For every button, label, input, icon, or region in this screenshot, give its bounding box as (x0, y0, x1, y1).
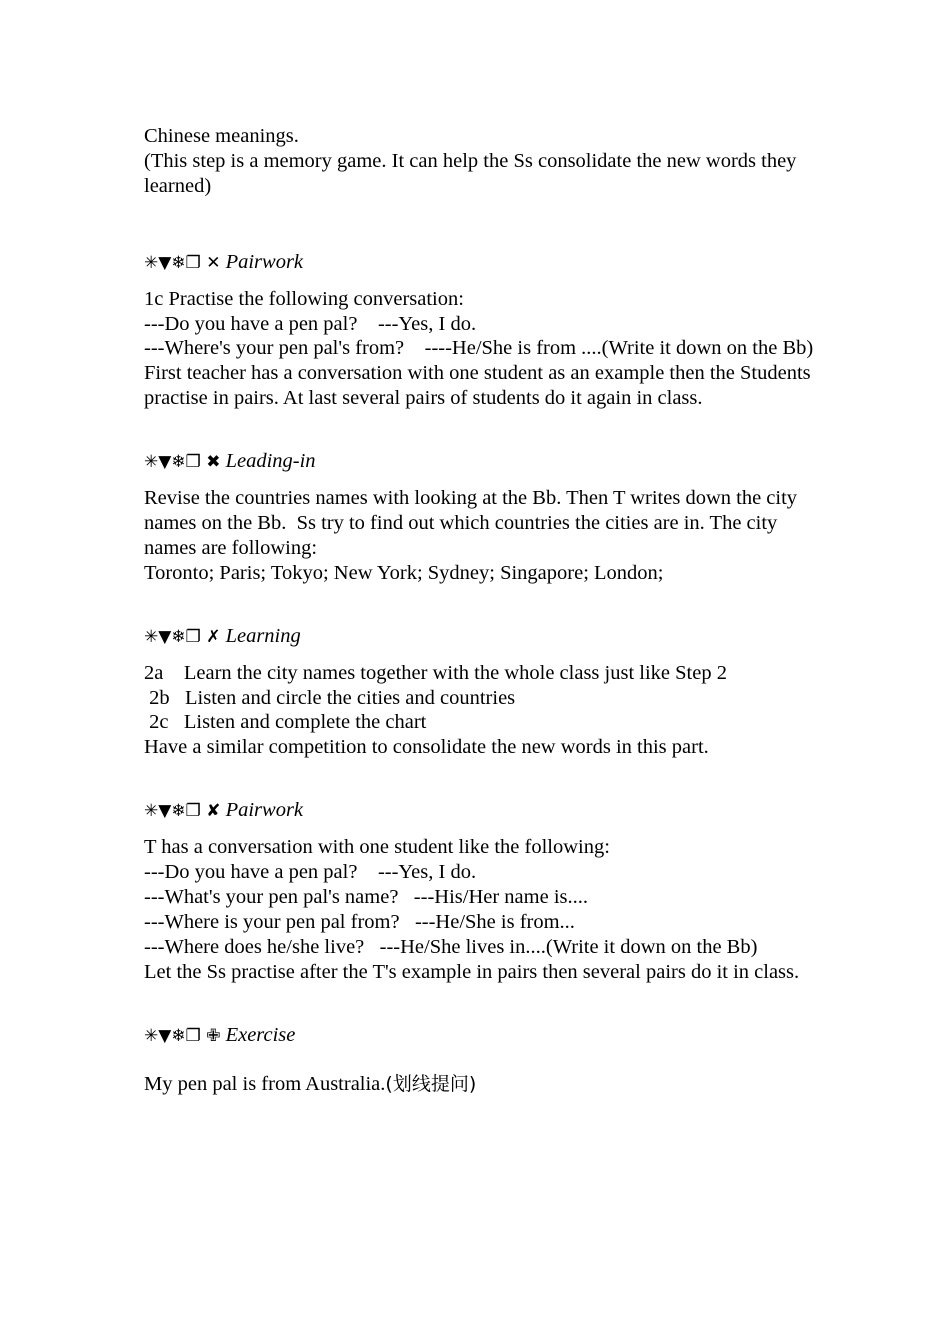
step-bullet-icons: ✳▼❄❐ ✕ (144, 252, 221, 273)
step-line: ---What's your pen pal's name? ---His/Her name is.... (144, 885, 589, 908)
step-line: 2b Listen and circle the cities and countries (144, 686, 516, 709)
step-bullet-icons: ✳▼❄❐ ✗ (144, 626, 221, 647)
step-line: 2a Learn the city names together with the whole class just like Step 2 (144, 661, 727, 684)
step-line: 2c Listen and complete the chart (144, 711, 427, 734)
intro-line: Chinese meanings. (144, 125, 299, 147)
document-body (144, 124, 814, 1097)
step-heading (144, 250, 814, 276)
step-heading (144, 449, 814, 475)
step-line: ---Where is your pen pal from? ---He/She is from... (144, 910, 575, 933)
step-section-leading-in (144, 449, 814, 586)
step-line: ---Do you have a pen pal? ---Yes, I do. (144, 312, 477, 335)
step-line: Revise the countries names with looking at the Bb. Then T writes down the city names on the Bb. Ss try to find out which countries the cities are in. The city names are following: (144, 487, 803, 559)
step-section-pairwork-1 (144, 250, 814, 411)
step-title: Pairwork (225, 799, 304, 822)
intro-line: (This step is a memory game. It can help the Ss consolidate the new words they learned) (144, 149, 802, 197)
step-line: First teacher has a conversation with one student as an example then the Students practise in pairs. At last several pairs of students do it again in class. (144, 362, 816, 410)
step-bullet-icons: ✳▼❄❐ ✖ (144, 452, 221, 473)
step-title: Leading-in (225, 450, 316, 473)
step-section-exercise (144, 1023, 814, 1098)
step-title: Pairwork (225, 250, 304, 273)
step-section-pairwork-2 (144, 798, 814, 984)
step-line: T has a conversation with one student like the following: (144, 836, 610, 859)
step-bullet-icons: ✳▼❄❐ ✘ (144, 801, 221, 822)
step-line: Toronto; Paris; Tokyo; New York; Sydney; Singapore; London; (144, 561, 664, 584)
step-title: Exercise (225, 1023, 296, 1046)
exercise-sentence: My pen pal is from Australia. (144, 1073, 386, 1096)
step-heading (144, 624, 814, 650)
step-line: 1c Practise the following conversation: (144, 287, 464, 310)
step-line: Let the Ss practise after the T's example in pairs then several pairs do it in class. (144, 960, 800, 983)
step-section-learning (144, 624, 814, 761)
step-bullet-icons: ✳▼❄❐ ✙ (144, 1025, 221, 1046)
step-title: Learning (225, 624, 301, 647)
step-line: Have a similar competition to consolidate the new words in this part. (144, 736, 709, 759)
step-heading (144, 798, 814, 824)
step-line: ---Where does he/she live? ---He/She lives in....(Write it down on the Bb) (144, 935, 758, 958)
intro-block (144, 124, 814, 199)
step-line: ---Do you have a pen pal? ---Yes, I do. (144, 861, 477, 884)
exercise-note: (划线提问) (385, 1073, 477, 1096)
step-line: ---Where's your pen pal's from? ----He/She is from ....(Write it down on the Bb) (144, 337, 814, 360)
exercise-line (144, 1072, 814, 1097)
step-heading (144, 1023, 814, 1049)
